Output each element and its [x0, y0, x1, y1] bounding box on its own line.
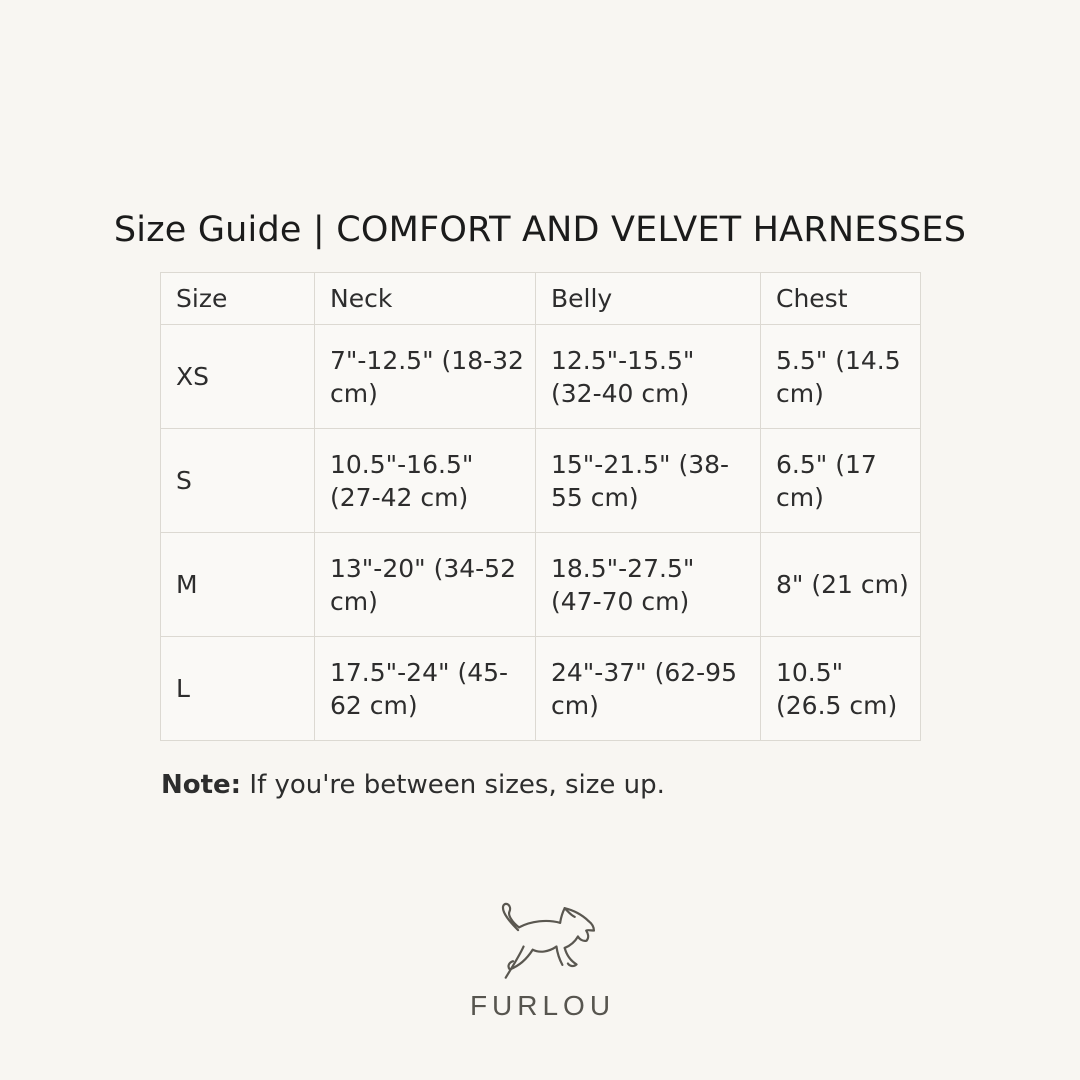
size-guide-table-container — [160, 272, 920, 741]
column-header-belly: Belly — [536, 273, 761, 325]
neck-cell: 7"-12.5" (18-32 cm) — [315, 325, 536, 429]
table-row — [161, 533, 921, 637]
brand-logo — [0, 898, 1080, 1022]
column-header-neck: Neck — [315, 273, 536, 325]
table-header-row — [161, 273, 921, 325]
chest-cell: 8" (21 cm) — [761, 533, 921, 637]
page-title: Size Guide | COMFORT AND VELVET HARNESSES — [113, 210, 967, 250]
chest-cell: 6.5" (17 cm) — [761, 429, 921, 533]
size-cell: XS — [161, 325, 315, 429]
note-label: Note: — [161, 770, 242, 800]
brand-name: FURLOU — [469, 990, 616, 1021]
belly-cell: 12.5"-15.5" (32-40 cm) — [536, 325, 761, 429]
size-cell: S — [161, 429, 315, 533]
size-cell: M — [161, 533, 315, 637]
size-cell: L — [161, 637, 315, 741]
sizing-note — [161, 769, 665, 802]
neck-cell: 10.5"-16.5" (27-42 cm) — [315, 429, 536, 533]
note-text: If you're between sizes, size up. — [249, 770, 665, 800]
neck-cell: 13"-20" (34-52 cm) — [315, 533, 536, 637]
belly-cell: 18.5"-27.5" (47-70 cm) — [536, 533, 761, 637]
table-row — [161, 325, 921, 429]
belly-cell: 24"-37" (62-95 cm) — [536, 637, 761, 741]
column-header-size: Size — [161, 273, 315, 325]
table-row — [161, 429, 921, 533]
chest-cell: 5.5" (14.5 cm) — [761, 325, 921, 429]
column-header-chest: Chest — [761, 273, 921, 325]
belly-cell: 15"-21.5" (38-55 cm) — [536, 429, 761, 533]
chest-cell: 10.5" (26.5 cm) — [761, 637, 921, 741]
size-guide-table — [160, 272, 921, 741]
neck-cell: 17.5"-24" (45-62 cm) — [315, 637, 536, 741]
table-row — [161, 637, 921, 741]
leaping-dog-icon — [476, 898, 604, 986]
